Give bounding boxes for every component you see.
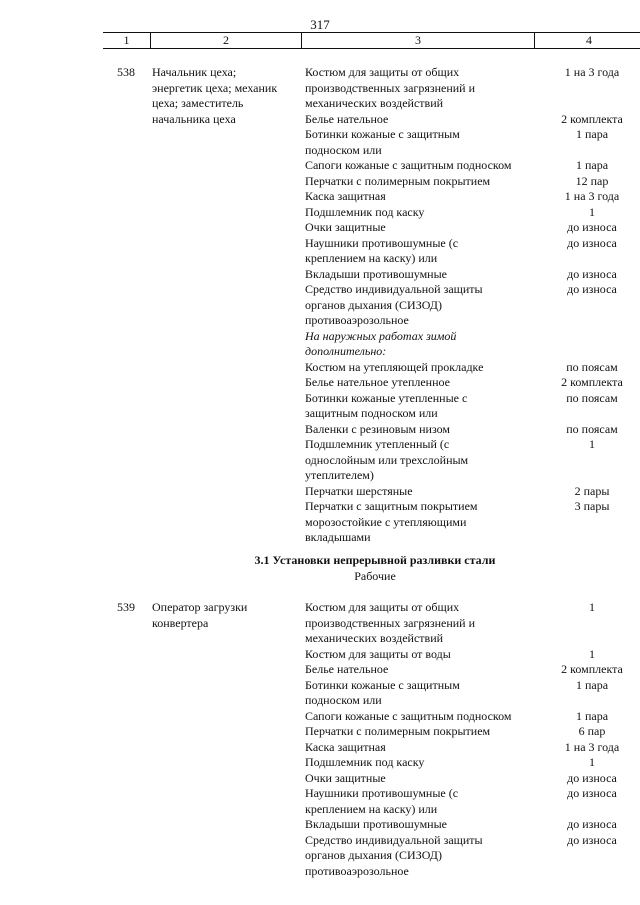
protective-item-line: Средство индивидуальной защиты — [305, 282, 483, 296]
winter-note-line: На наружных работах зимой — [305, 328, 457, 343]
position-title-line: энергетик цеха; механик — [152, 80, 278, 95]
protective-item-line: Ботинки кожаные утепленные с — [305, 390, 468, 405]
issue-quantity: до износа — [567, 832, 617, 847]
protective-item-line: Каска защитная — [305, 189, 386, 203]
page-number: 317 — [310, 17, 330, 32]
issue-quantity: 2 комплекта — [561, 662, 623, 676]
issue-quantity: 1 — [589, 755, 595, 769]
issue-quantity: 1 пара — [575, 127, 609, 141]
protective-item-line: Перчатки с полимерным покрытием — [305, 724, 491, 738]
position-title-line: Начальник цеха; — [152, 65, 237, 79]
issue-quantity: 1 на 3 года — [564, 189, 620, 203]
issue-quantity: до износа — [567, 817, 617, 831]
section-title: 3.1 Установки непрерывной разливки стали — [254, 553, 496, 567]
protective-item-line: Очки защитные — [305, 770, 386, 785]
protective-item-line: Костюм для защиты от общих — [305, 65, 460, 79]
issue-quantity: до износа — [567, 220, 617, 234]
issue-quantity: по поясам — [566, 421, 618, 436]
protective-item-line: Валенки с резиновым низом — [305, 421, 451, 436]
protective-item-line: противоаэрозольное — [305, 313, 409, 327]
protective-item-line: Подшлемник под каску — [305, 204, 425, 219]
entry-number: 539 — [117, 600, 135, 614]
issue-quantity: 1 пара — [575, 708, 609, 723]
issue-quantity: 2 комплекта — [561, 375, 623, 389]
protective-item-line: Подшлемник утепленный (с — [305, 437, 450, 451]
column-header-row — [103, 32, 640, 49]
entry-number: 538 — [117, 65, 135, 79]
protective-item-line: Сапоги кожаные с защитным подноском — [305, 708, 512, 723]
issue-quantity: по поясам — [566, 359, 618, 374]
protective-item-line: Костюм для защиты от воды — [305, 646, 451, 661]
protective-item-line: Белье нательное — [305, 111, 389, 126]
protective-item-line: Каска защитная — [305, 739, 386, 754]
protective-item-line: органов дыхания (СИЗОД) — [305, 297, 442, 312]
position-title-line: конвертера — [152, 615, 209, 630]
protective-item-line: защитным подноском или — [305, 406, 438, 420]
protective-item-line: утеплителем) — [305, 468, 374, 482]
protective-item-line: креплением на каску) или — [305, 801, 438, 816]
protective-item-line: Перчатки с полимерным покрытием — [305, 173, 491, 188]
protective-item-line: подноском или — [305, 142, 382, 157]
protective-item-line: Сапоги кожаные с защитным подноском — [305, 158, 512, 172]
protective-item-line: Перчатки шерстяные — [305, 483, 413, 498]
position-title-line: Оператор загрузки — [152, 600, 248, 614]
protective-item-line: Костюм на утепляющей прокладке — [305, 359, 484, 374]
protective-item-line: подноском или — [305, 693, 382, 707]
issue-quantity: 1 на 3 года — [564, 739, 620, 754]
protective-item-line: Белье нательное утепленное — [305, 375, 450, 389]
protective-item-line: Белье нательное — [305, 662, 389, 676]
protective-item-line: вкладышами — [305, 530, 371, 544]
protective-item-line: противоаэрозольное — [305, 863, 409, 878]
issue-quantity: 1 — [589, 600, 595, 614]
issue-quantity: 1 — [589, 204, 595, 219]
issue-quantity: по поясам — [566, 390, 618, 405]
column-header-2: 2 — [223, 33, 229, 47]
issue-quantity: до износа — [567, 266, 617, 281]
protective-item-line: Ботинки кожаные с защитным — [305, 677, 460, 692]
issue-quantity: 2 пары — [574, 483, 610, 498]
issue-quantity: 12 пар — [575, 173, 609, 188]
issue-quantity: до износа — [567, 235, 617, 250]
protective-item-line: производственных загрязнений и — [305, 615, 476, 630]
column-header-1: 1 — [123, 33, 130, 47]
protective-item-line: механических воздействий — [305, 96, 444, 110]
issue-quantity: 1 на 3 года — [564, 65, 620, 79]
issue-quantity: до износа — [567, 282, 617, 296]
issue-quantity: 1 — [589, 646, 595, 661]
protective-item-line: органов дыхания (СИЗОД) — [305, 848, 442, 862]
protective-item-line: Наушники противошумные (с — [305, 786, 459, 800]
protective-item-line: креплением на каску) или — [305, 251, 438, 265]
protective-item-line: производственных загрязнений и — [305, 80, 476, 95]
protective-item-line: морозостойкие с утепляющими — [305, 514, 467, 529]
protective-item-line: однослойным или трехслойным — [305, 452, 469, 467]
protective-item-line: Вкладыши противошумные — [305, 817, 447, 831]
issue-quantity: 3 пары — [574, 499, 610, 513]
issue-quantity: до износа — [567, 770, 617, 785]
protective-item-line: Подшлемник под каску — [305, 755, 425, 769]
issue-quantity: 1 — [589, 437, 595, 451]
column-header-3: 3 — [415, 33, 421, 47]
protective-item-line: Средство индивидуальной защиты — [305, 832, 483, 847]
issue-quantity: 2 комплекта — [561, 111, 623, 126]
protective-item-line: Вкладыши противошумные — [305, 266, 447, 281]
issue-quantity: 1 пара — [575, 158, 609, 172]
issue-quantity: 1 пара — [575, 677, 609, 692]
winter-note-line: дополнительно: — [305, 344, 387, 358]
protective-item-line: механических воздействий — [305, 631, 444, 645]
position-title-line: начальника цеха — [152, 111, 236, 126]
column-header-4: 4 — [586, 33, 592, 47]
issue-quantity: 6 пар — [578, 724, 606, 738]
protective-item-line: Костюм для защиты от общих — [305, 600, 460, 614]
issue-quantity: до износа — [567, 786, 617, 800]
protective-item-line: Очки защитные — [305, 220, 386, 234]
protective-item-line: Ботинки кожаные с защитным — [305, 127, 460, 141]
position-title-line: цеха; заместитель — [152, 96, 244, 110]
protective-item-line: Перчатки с защитным покрытием — [305, 499, 478, 513]
protective-item-line: Наушники противошумные (с — [305, 235, 459, 250]
section-subtitle: Рабочие — [354, 569, 396, 583]
